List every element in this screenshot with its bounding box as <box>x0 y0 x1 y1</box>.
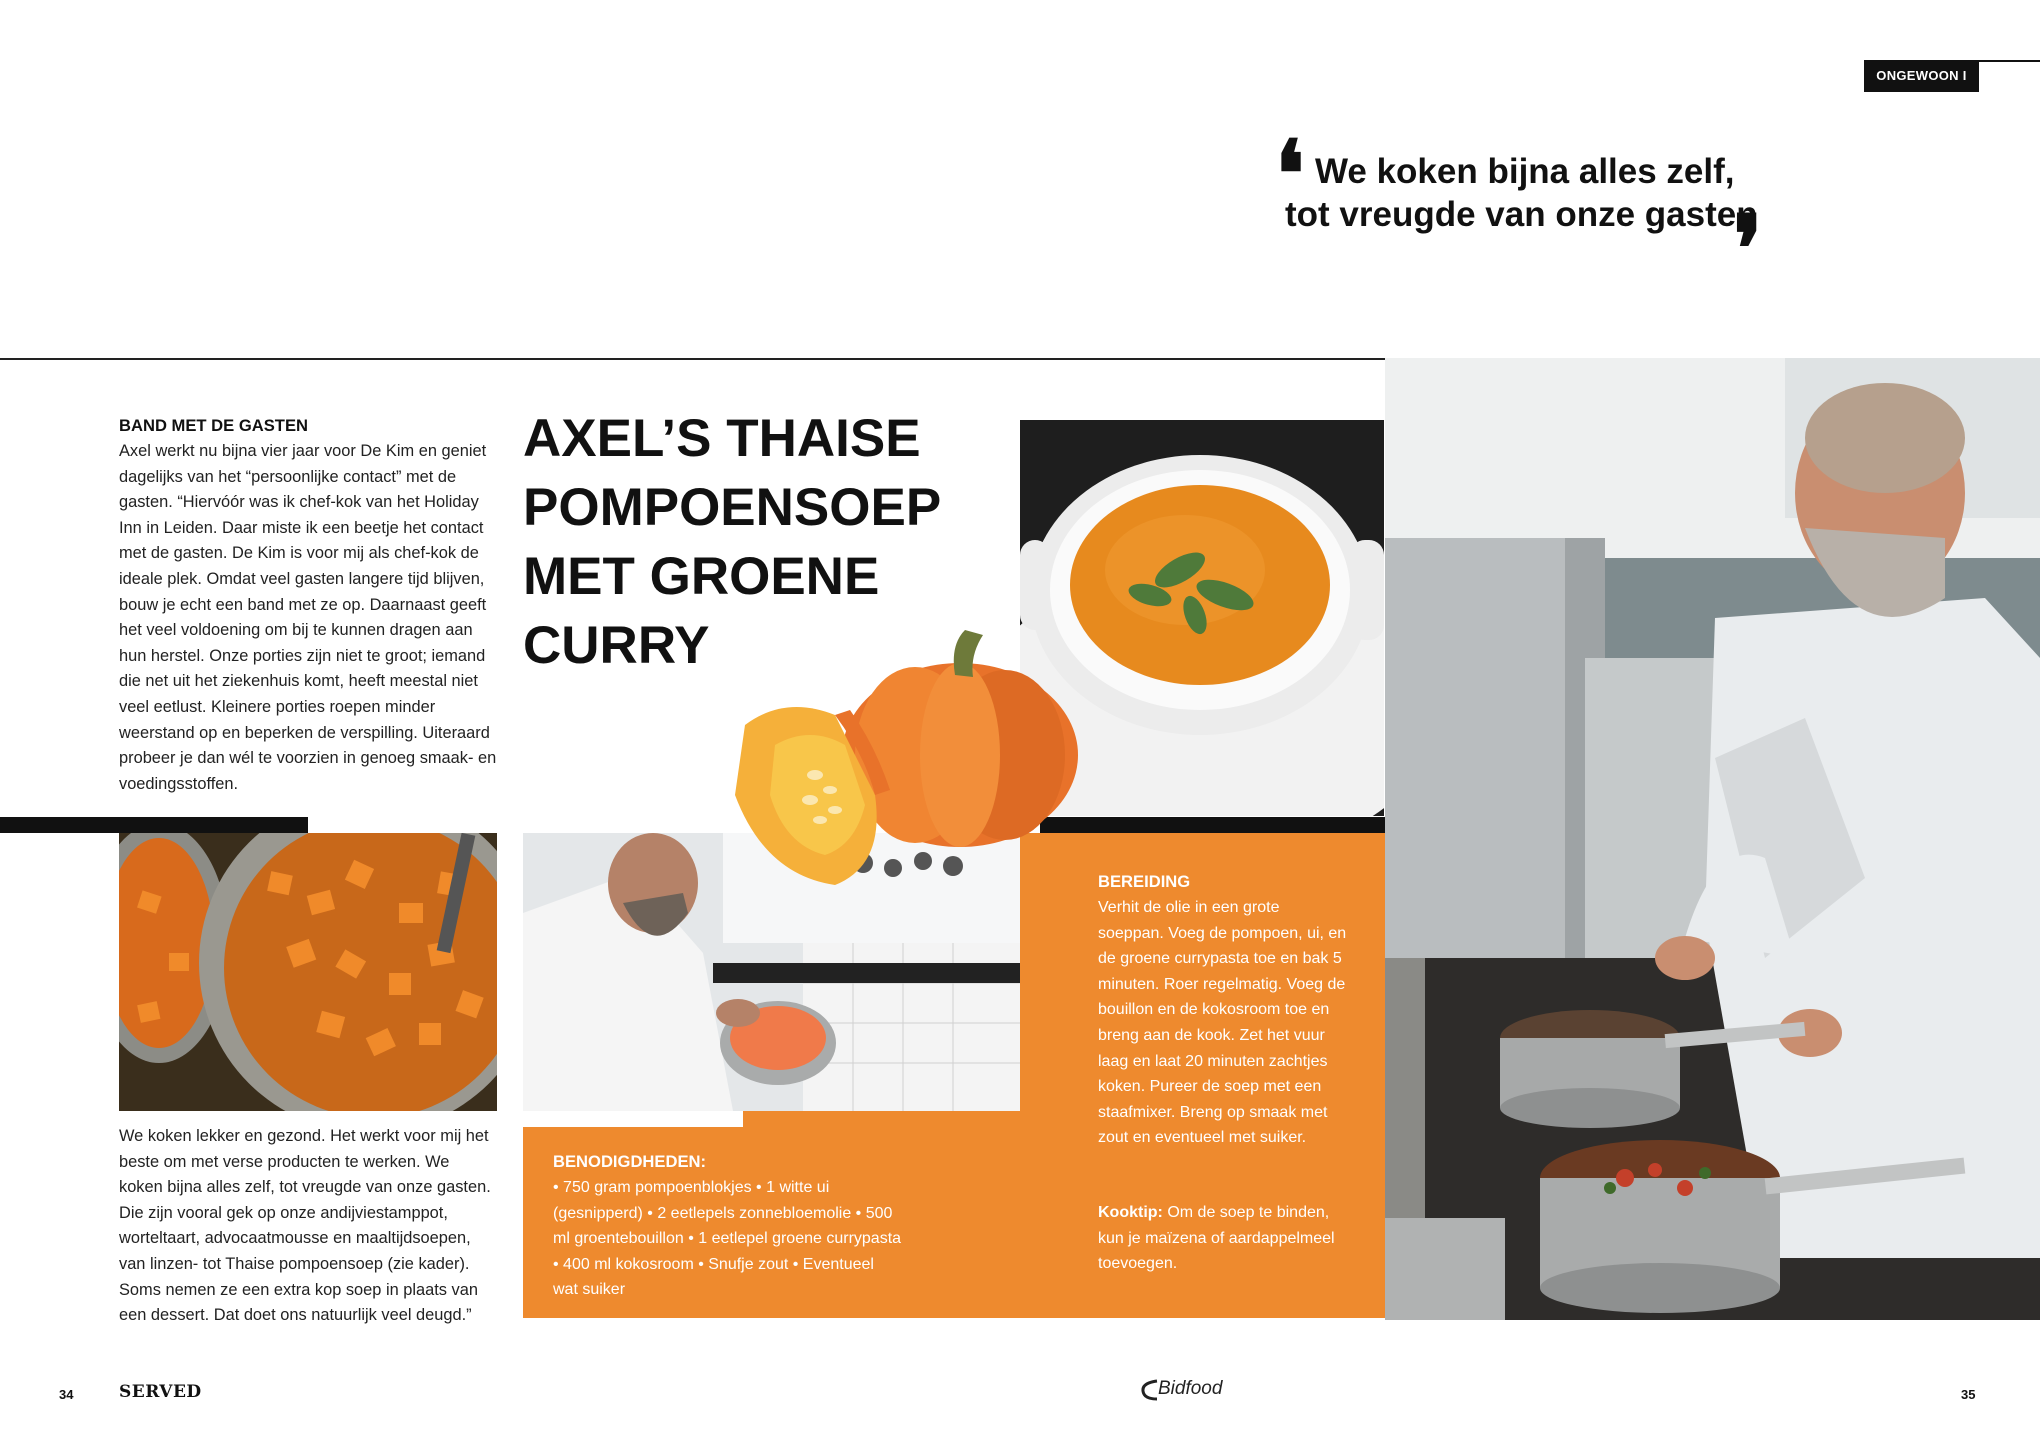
decorative-bar <box>0 817 308 833</box>
decorative-tab <box>523 1111 743 1127</box>
article-body-part2: We koken lekker en gezond. Het werkt voor mij het beste om met verse producten te werken. We koken bijna alles zelf, tot vreugde van onze gasten. Die zijn vooral gek op onze andijviestamppot, worteltaart, advocaatmousse en maaltijdsoepen, van linzen- tot Thaise pompoensoep (zie kader). Soms nemen ze een extra kop soep in plaats van een dessert. Dat doet ons natuurlijk veel deugd.” <box>119 1127 491 1325</box>
cooking-tip-label: Kooktip: <box>1098 1204 1163 1221</box>
article-heading: BAND MET DE GASTEN <box>119 416 308 435</box>
page-number-right: 35 <box>1961 1387 1976 1402</box>
pull-quote-line1: We koken bijna alles zelf, <box>1315 152 1735 191</box>
served-logo: SERVED <box>119 1382 202 1402</box>
pumpkin-illustration <box>715 605 1080 895</box>
pull-quote <box>1285 150 1805 236</box>
divider-rule <box>0 358 1385 360</box>
page-number-left: 34 <box>59 1387 74 1402</box>
recipe-title-line1: AXEL’S THAISE <box>523 409 921 468</box>
recipe-title-line4: CURRY <box>523 616 710 675</box>
preparation-text: Verhit de olie in een grote soeppan. Voeg de pompoen, ui, en de groene currypasta toe en bak 5 minuten. Roer regelmatig. Voeg de bouillon en de kokosroom toe en breng aan de kook. Zet het vuur laag en laat 20 minuten zachtjes koken. Pureer de soep met een staafmixer. Breng op smaak met zout en eventueel met suiker. <box>1098 899 1347 1147</box>
section-rule <box>1979 60 2040 62</box>
recipe-title-line2: POMPOENSOEP <box>523 478 942 537</box>
pull-quote-line2: tot vreugde van onze gasten <box>1285 195 1758 234</box>
cooking-tip-text: Om de soep te binden, kun je maïzena of aardappelmeel toevoegen. <box>1098 1204 1335 1273</box>
ingredients-list: • 750 gram pompoenblokjes • 1 witte ui (gesnipperd) • 2 eetlepels zonnebloemolie • 500 ml groentebouillon • 1 eetlepel groene currypasta • 400 ml kokosroom • Snufje zout • Eventueel wat suiker <box>553 1179 902 1299</box>
preparation-heading: BEREIDING <box>1098 872 1191 891</box>
cooking-tip <box>1098 1200 1348 1277</box>
quote-open-icon: ❛ <box>1275 120 1305 228</box>
ingredients-heading: BENODIGDHEDEN: <box>553 1152 707 1171</box>
section-tag: ONGEWOON I <box>1864 60 1979 92</box>
article-body-part1: Axel werkt nu bijna vier jaar voor De Kim en geniet dagelijks van het “persoonlijke contact” met de gasten. “Hiervóór was ik chef-kok van het Holiday Inn in Leiden. Daar miste ik een beetje het contact met de gasten. De Kim is voor mij als chef-kok de ideale plek. Omdat veel gasten langere tijd blijven, bouw je echt een band met ze op. Daarnaast geeft het veel voldoening om bij te kunnen dragen aan hun herstel. Onze porties zijn niet te groot; iemand die net uit het ziekenhuis komt, heeft meestal niet veel eetlust. Kleinere porties roepen minder weerstand op en beperken de verspilling. Uiteraard probeer je dan wél te voorzien in genoeg smaak- en voedingsstoffen. <box>119 442 497 793</box>
decorative-bar <box>1040 817 1385 833</box>
quote-close-icon: ❜ <box>1733 195 1763 303</box>
bidfood-logo <box>1140 1375 1230 1405</box>
recipe-title-line3: MET GROENE <box>523 547 880 606</box>
photo-pumpkin-cubes-in-pots <box>119 833 497 1111</box>
bidfood-logo-text: Bidfood <box>1158 1378 1223 1399</box>
photo-chef-cooking <box>1385 358 2040 1320</box>
